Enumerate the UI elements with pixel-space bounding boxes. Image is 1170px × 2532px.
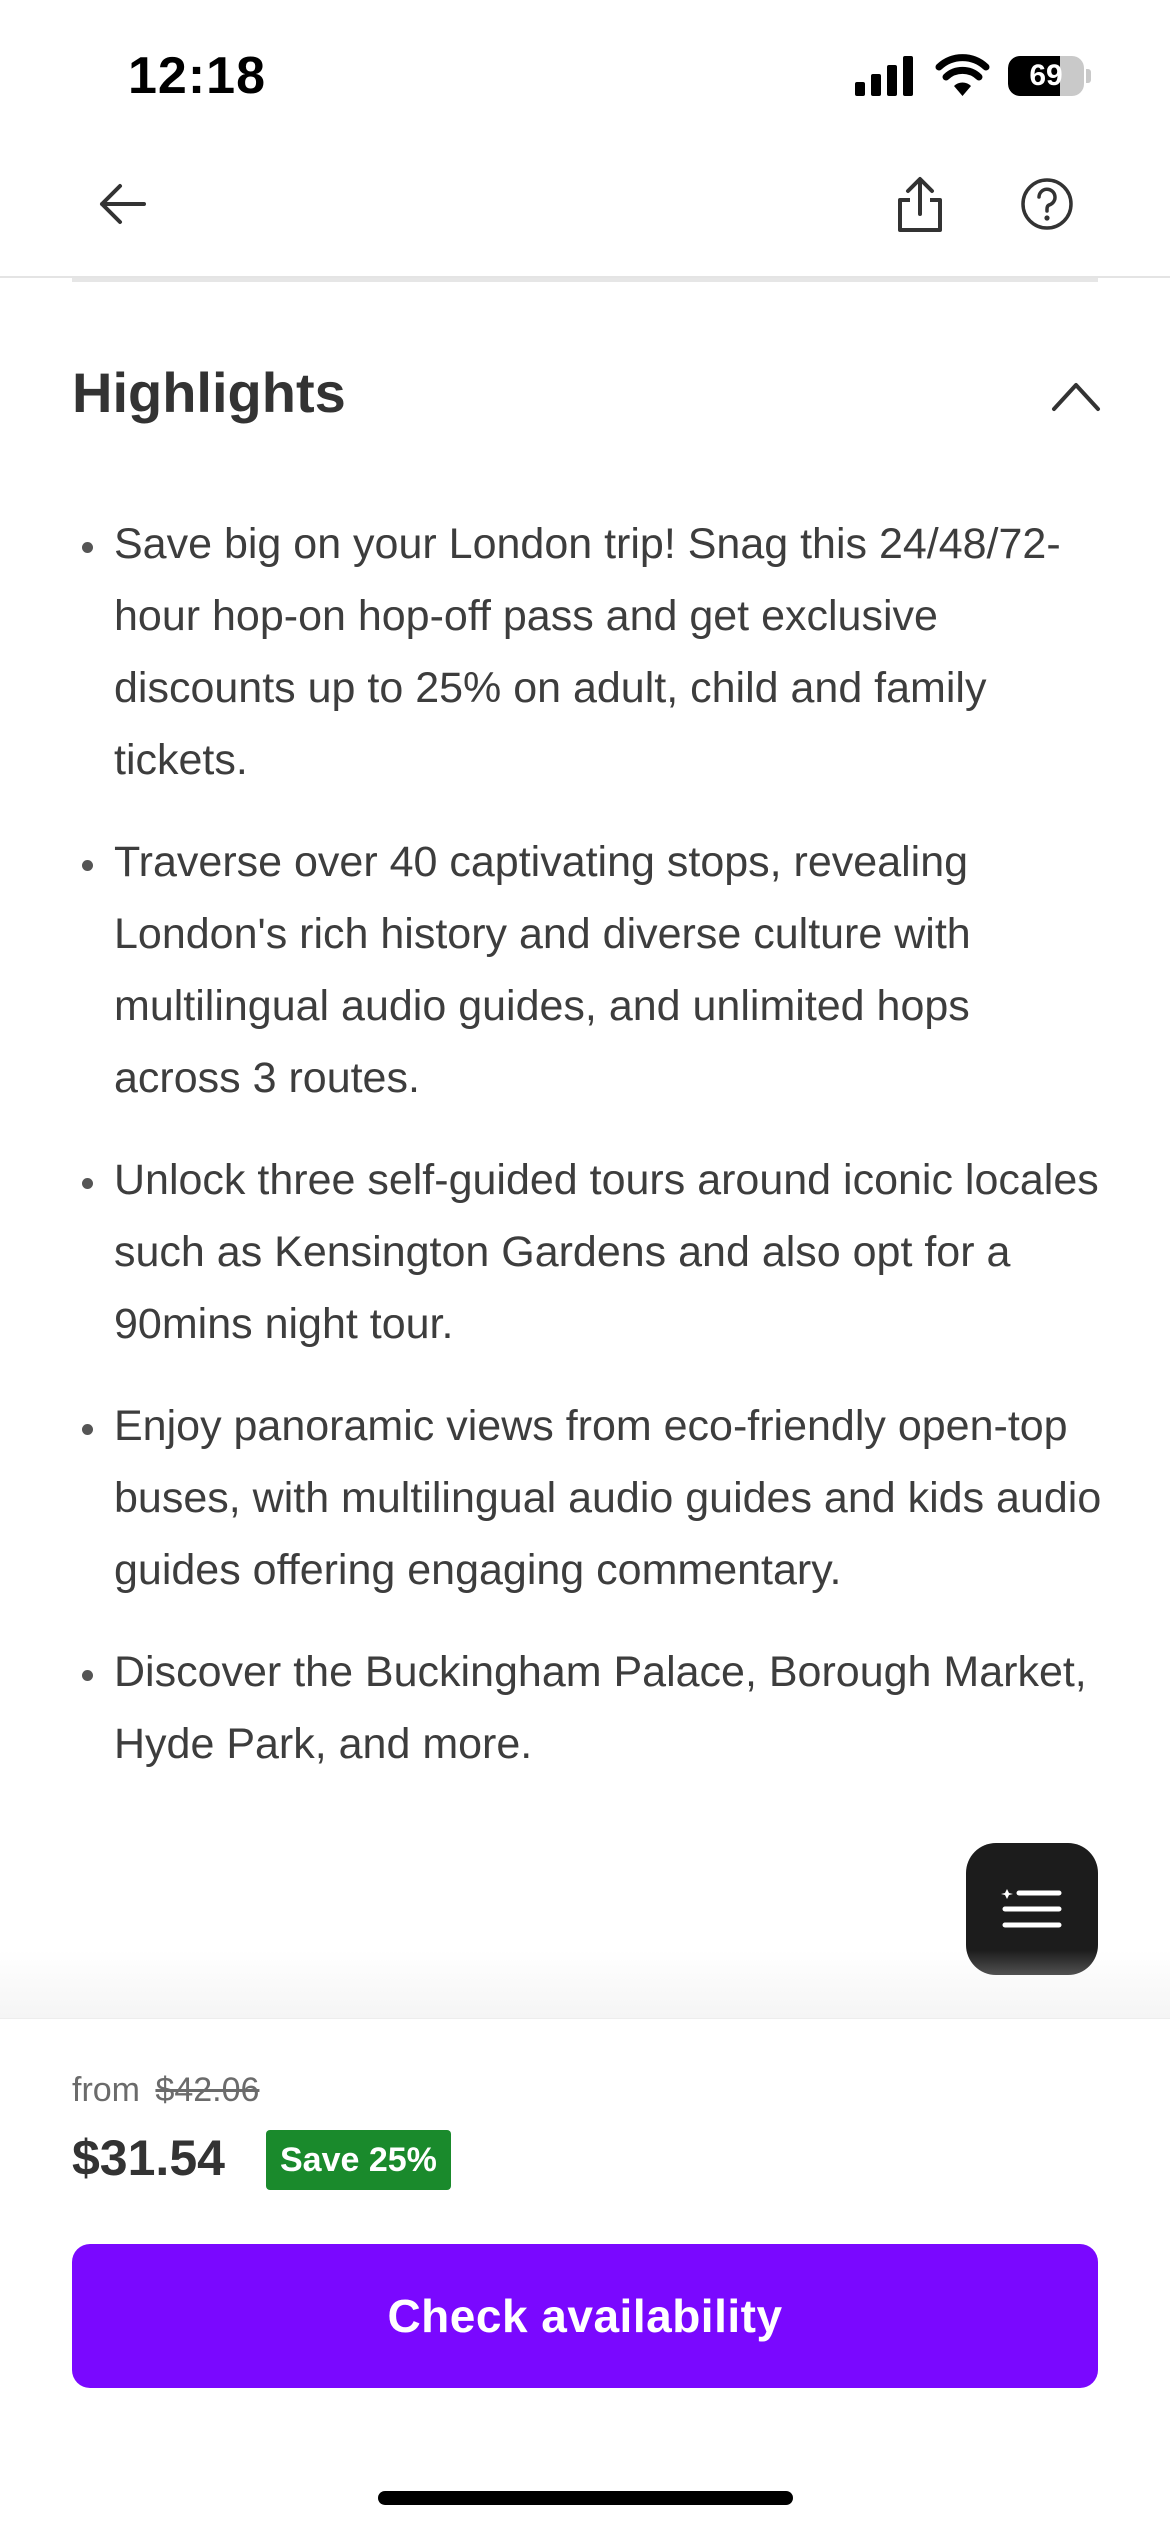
highlight-text: Save big on your London trip! Snag this 24/48/72-hour hop-on hop-off pass and get exclusive discounts up to 25% on adult, child and family tickets. (114, 520, 1061, 784)
highlight-text: Discover the Buckingham Palace, Borough Market, Hyde Park, and more. (114, 1648, 1087, 1768)
help-button[interactable] (1007, 164, 1087, 244)
from-price-line (72, 2071, 259, 2110)
help-circle-icon (1019, 176, 1075, 232)
highlights-list (72, 508, 1102, 1810)
from-label: from (72, 2071, 140, 2109)
highlight-text: Enjoy panoramic views from eco-friendly open-top buses, with multilingual audio guides and kids audio guides offering engaging commentary. (114, 1402, 1102, 1594)
highlight-text: Unlock three self-guided tours around iconic locales such as Kensington Gardens and also opt for a 90mins night tour. (114, 1156, 1099, 1348)
home-indicator[interactable] (378, 2491, 793, 2505)
highlight-text: Traverse over 40 captivating stops, revealing London's rich history and diverse culture with multilingual audio guides, and unlimited hops across 3 routes. (114, 838, 971, 1102)
original-price: $42.06 (155, 2071, 260, 2109)
share-button[interactable] (880, 164, 960, 244)
battery-indicator (1008, 56, 1090, 96)
scroll-fade (0, 1950, 1170, 2020)
status-time: 12:18 (128, 47, 266, 105)
bullet (82, 1670, 93, 1681)
bullet (82, 1424, 93, 1435)
collapse-highlights-button[interactable] (1036, 366, 1116, 426)
status-bar (0, 0, 1170, 140)
highlight-item (72, 1144, 1102, 1360)
booking-bar (0, 2018, 1170, 2532)
battery-level: 69 (1029, 59, 1063, 92)
highlight-item (72, 508, 1102, 796)
bullet (82, 860, 93, 871)
arrow-left-icon (94, 176, 150, 232)
save-badge: Save 25% (266, 2130, 451, 2190)
cellular-signal-icon (855, 56, 915, 96)
wifi-icon (935, 52, 990, 96)
chevron-up-icon (1050, 379, 1102, 413)
highlight-item (72, 1390, 1102, 1606)
share-icon (894, 174, 946, 234)
highlight-item (72, 826, 1102, 1114)
bullet (82, 1178, 93, 1189)
back-button[interactable] (82, 164, 162, 244)
nav-bar (0, 140, 1170, 278)
section-divider (72, 278, 1098, 282)
bullet (82, 542, 93, 553)
highlight-item (72, 1636, 1102, 1780)
current-price: $31.54 (72, 2130, 225, 2186)
highlights-title: Highlights (72, 361, 346, 424)
list-menu-icon (1001, 1885, 1063, 1933)
check-availability-button[interactable]: Check availability (72, 2244, 1098, 2388)
